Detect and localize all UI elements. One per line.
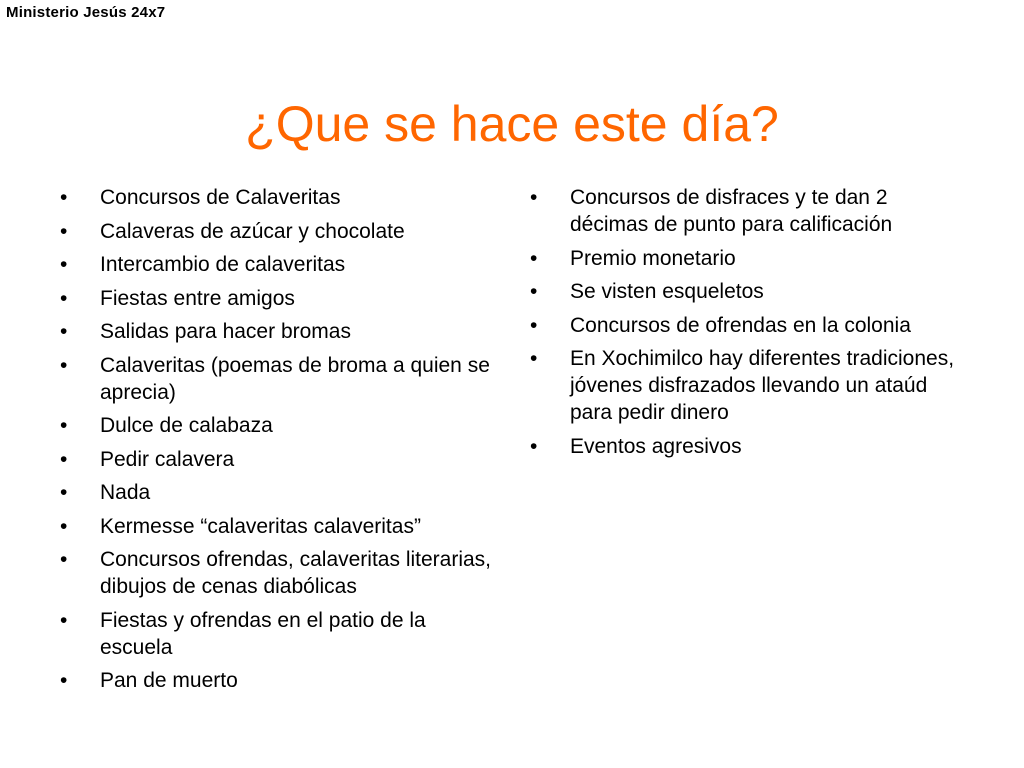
list-item [60, 667, 500, 694]
bullet-icon: • [530, 246, 538, 270]
list-item [60, 318, 500, 345]
list-item-text: Nada [100, 481, 151, 504]
bullet-icon: • [60, 608, 68, 632]
bullet-icon: • [530, 434, 538, 458]
list-item-text: Calaveritas (poemas de broma a quien se aprecia) [100, 353, 490, 404]
list-item-text: Intercambio de calaveritas [100, 253, 346, 276]
list-item-text: Kermesse “calaveritas calaveritas” [100, 514, 421, 538]
list-item-text: Concursos ofrendas, calaveritas literarias, dibujos de cenas diabólicas [100, 548, 492, 598]
list-item [60, 513, 500, 540]
list-item-text: Fiestas y ofrendas en el patio de la escuela [100, 608, 426, 659]
list-item-text: Concursos de ofrendas en la colonia [570, 313, 911, 337]
bullet-icon: • [60, 320, 68, 343]
list-item [60, 218, 500, 245]
list-item-text: Salidas para hacer bromas [100, 320, 351, 343]
bullet-icon: • [60, 253, 68, 276]
list-item [60, 251, 500, 278]
list-item-text: Calaveras de azúcar y chocolate [100, 219, 405, 243]
bullet-list-right [530, 184, 970, 466]
list-item-text: Se visten esqueletos [570, 280, 764, 303]
bullet-list-left [60, 184, 500, 701]
ministry-label: Ministerio Jesús 24x7 [6, 4, 166, 21]
list-item [530, 433, 970, 460]
list-item [60, 184, 500, 211]
bullet-icon: • [60, 548, 68, 571]
bullet-icon: • [60, 219, 68, 243]
bullet-icon: • [530, 280, 538, 303]
list-item [60, 352, 500, 406]
bullet-icon: • [60, 481, 68, 504]
list-item [60, 479, 500, 506]
list-item [530, 312, 970, 339]
list-item [60, 412, 500, 439]
list-item [530, 278, 970, 305]
list-item [530, 345, 970, 426]
bullet-icon: • [530, 313, 538, 337]
list-item-text: Concursos de disfraces y te dan 2 décimas de punto para calificación [570, 186, 893, 236]
list-item-text: Dulce de calabaza [100, 414, 273, 437]
bullet-icon: • [60, 447, 68, 471]
list-item [60, 446, 500, 473]
bullet-icon: • [60, 286, 68, 310]
bullet-icon: • [530, 186, 538, 209]
slide-title: ¿Que se hace este día? [245, 95, 779, 152]
list-item [60, 607, 500, 661]
bullet-icon: • [60, 186, 68, 209]
bullet-icon: • [60, 669, 68, 692]
bullet-icon: • [60, 414, 68, 437]
list-item-text: En Xochimilco hay diferentes tradiciones, jóvenes disfrazados llevando un ataúd para pedir dinero [570, 347, 955, 424]
list-item-text: Pan de muerto [100, 669, 238, 692]
list-item-text: Eventos agresivos [570, 434, 742, 458]
list-item-text: Premio monetario [570, 246, 736, 270]
list-item-text: Fiestas entre amigos [100, 286, 295, 310]
list-item [60, 546, 500, 600]
list-item [60, 285, 500, 312]
list-item [530, 184, 970, 238]
bullet-icon: • [530, 347, 538, 370]
bullet-icon: • [60, 353, 68, 377]
list-item-text: Pedir calavera [100, 447, 235, 471]
list-item [530, 245, 970, 272]
bullet-icon: • [60, 514, 68, 538]
list-item-text: Concursos de Calaveritas [100, 186, 341, 209]
